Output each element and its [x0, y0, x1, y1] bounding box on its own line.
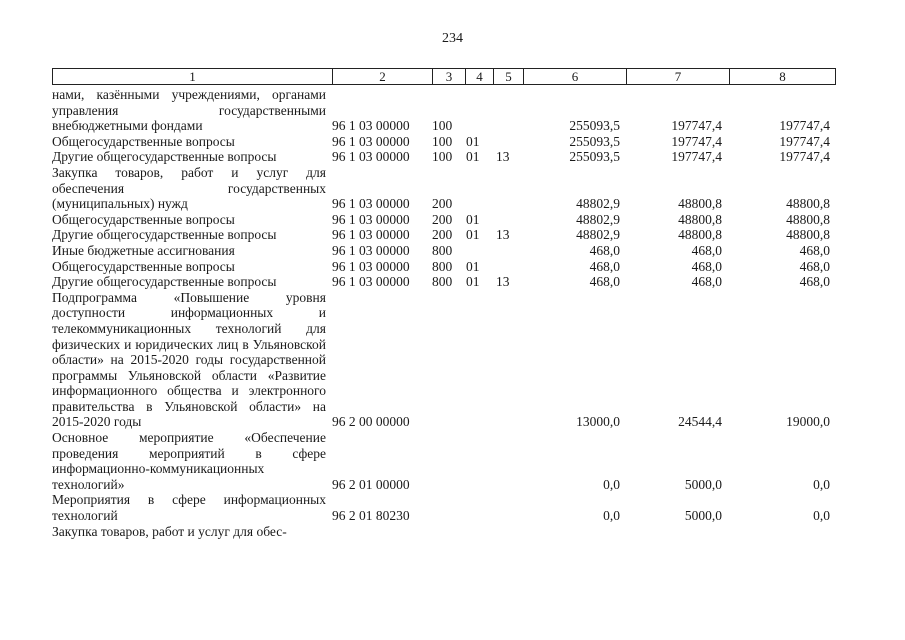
table-row — [52, 149, 842, 165]
table-row — [52, 227, 842, 243]
row-col-4: 01 — [466, 227, 480, 243]
row-value-6: 468,0 — [589, 274, 620, 290]
row-name: Общегосударственные вопросы — [52, 258, 235, 274]
row-value-8: 0,0 — [813, 476, 830, 492]
row-value-6: 255093,5 — [569, 133, 620, 149]
row-value-8: 197747,4 — [779, 133, 830, 149]
row-col-4: 01 — [466, 133, 480, 149]
row-value-7: 197747,4 — [671, 149, 722, 165]
row-code: 96 1 03 00000 — [332, 118, 410, 134]
row-name: Другие общегосударственные вопросы — [52, 227, 277, 243]
row-name: Другие общегосударственные вопросы — [52, 274, 277, 290]
row-code: 96 2 00 00000 — [332, 414, 410, 430]
row-value-6: 0,0 — [603, 476, 620, 492]
header-col-2: 2 — [333, 69, 433, 84]
row-value-8: 48800,8 — [786, 211, 830, 227]
row-value-6: 48802,9 — [576, 211, 620, 227]
row-col-4: 01 — [466, 211, 480, 227]
row-name: Основное мероприятие «Обеспечение проведения мероприятий в сфере информационно-коммуникационных технологий» — [52, 430, 326, 492]
row-col-3: 100 — [432, 118, 453, 134]
table-row — [52, 134, 842, 150]
row-value-8: 48800,8 — [786, 227, 830, 243]
row-name: Общегосударственные вопросы — [52, 133, 235, 149]
row-value-8: 468,0 — [799, 274, 830, 290]
row-value-7: 468,0 — [691, 242, 722, 258]
row-value-8: 197747,4 — [779, 118, 830, 134]
row-value-7: 5000,0 — [684, 476, 722, 492]
row-col-3: 200 — [432, 227, 453, 243]
table-row — [52, 87, 842, 134]
row-col-3: 800 — [432, 274, 453, 290]
row-value-7: 24544,4 — [678, 414, 722, 430]
row-value-6: 0,0 — [603, 508, 620, 524]
row-col-5: 13 — [496, 227, 510, 243]
row-value-6: 255093,5 — [569, 118, 620, 134]
row-value-7: 48800,8 — [678, 211, 722, 227]
row-code: 96 1 03 00000 — [332, 133, 410, 149]
row-col-4: 01 — [466, 274, 480, 290]
row-value-6: 468,0 — [589, 258, 620, 274]
table-body — [52, 87, 842, 539]
table-row — [52, 430, 842, 492]
row-name: Другие общегосударственные вопросы — [52, 149, 277, 165]
table-header — [52, 68, 836, 85]
row-value-6: 48802,9 — [576, 196, 620, 212]
row-code: 96 1 03 00000 — [332, 227, 410, 243]
header-col-8: 8 — [779, 69, 786, 84]
row-value-7: 197747,4 — [671, 133, 722, 149]
table-row — [52, 165, 842, 212]
row-value-8: 468,0 — [799, 242, 830, 258]
row-value-8: 197747,4 — [779, 149, 830, 165]
row-col-3: 100 — [432, 133, 453, 149]
row-code: 96 1 03 00000 — [332, 149, 410, 165]
row-col-5: 13 — [496, 149, 510, 165]
row-col-3: 800 — [432, 242, 453, 258]
row-value-7: 48800,8 — [678, 227, 722, 243]
row-code: 96 1 03 00000 — [332, 258, 410, 274]
row-value-7: 468,0 — [691, 258, 722, 274]
row-name: нами, казёнными учреждениями, органами управления государственными внебюджетными фондами — [52, 87, 326, 134]
row-name: Подпрограмма «Повышение уровня доступности информационных и телекоммуникационных технологий для физических и юридических лиц в Ульяновской области» на 2015-2020 годы государственной программы Ульяновской области «Развитие информационного общества и электронного правительства в Ульяновской области» на 2015-2020 годы — [52, 289, 326, 430]
row-value-7: 197747,4 — [671, 118, 722, 134]
row-name: Общегосударственные вопросы — [52, 211, 235, 227]
row-name: Закупка товаров, работ и услуг для обеспечения государственных (муниципальных) нужд — [52, 164, 326, 212]
row-value-7: 468,0 — [691, 274, 722, 290]
table-row — [52, 212, 842, 228]
row-code: 96 1 03 00000 — [332, 274, 410, 290]
table-row — [52, 492, 842, 523]
row-name: Иные бюджетные ассигнования — [52, 242, 235, 258]
row-col-4: 01 — [466, 149, 480, 165]
row-name: Мероприятия в сфере информационных технологий — [52, 492, 326, 524]
row-col-3: 200 — [432, 196, 453, 212]
row-code: 96 2 01 80230 — [332, 508, 410, 524]
table-row — [52, 243, 842, 259]
row-value-8: 468,0 — [799, 258, 830, 274]
row-col-5: 13 — [496, 274, 510, 290]
header-col-5: 5 — [494, 69, 524, 84]
row-col-3: 800 — [432, 258, 453, 274]
table-row — [52, 259, 842, 275]
header-col-3: 3 — [433, 69, 466, 84]
row-value-7: 48800,8 — [678, 196, 722, 212]
table-row — [52, 290, 842, 430]
row-col-4: 01 — [466, 258, 480, 274]
row-value-6: 468,0 — [589, 242, 620, 258]
row-name: Закупка товаров, работ и услуг для обес- — [52, 523, 287, 539]
row-value-8: 48800,8 — [786, 196, 830, 212]
row-value-6: 13000,0 — [576, 414, 620, 430]
table-row — [52, 274, 842, 290]
header-col-6: 6 — [524, 69, 627, 84]
row-value-8: 0,0 — [813, 508, 830, 524]
row-value-6: 48802,9 — [576, 227, 620, 243]
header-col-7: 7 — [627, 69, 730, 84]
row-code: 96 2 01 00000 — [332, 476, 410, 492]
page-number: 234 — [442, 31, 463, 46]
row-code: 96 1 03 00000 — [332, 242, 410, 258]
header-col-4: 4 — [466, 69, 494, 84]
row-value-8: 19000,0 — [786, 414, 830, 430]
row-value-7: 5000,0 — [684, 508, 722, 524]
header-col-1: 1 — [53, 69, 333, 84]
row-code: 96 1 03 00000 — [332, 211, 410, 227]
row-value-6: 255093,5 — [569, 149, 620, 165]
row-col-3: 100 — [432, 149, 453, 165]
table-row — [52, 524, 842, 540]
row-code: 96 1 03 00000 — [332, 196, 410, 212]
row-col-3: 200 — [432, 211, 453, 227]
